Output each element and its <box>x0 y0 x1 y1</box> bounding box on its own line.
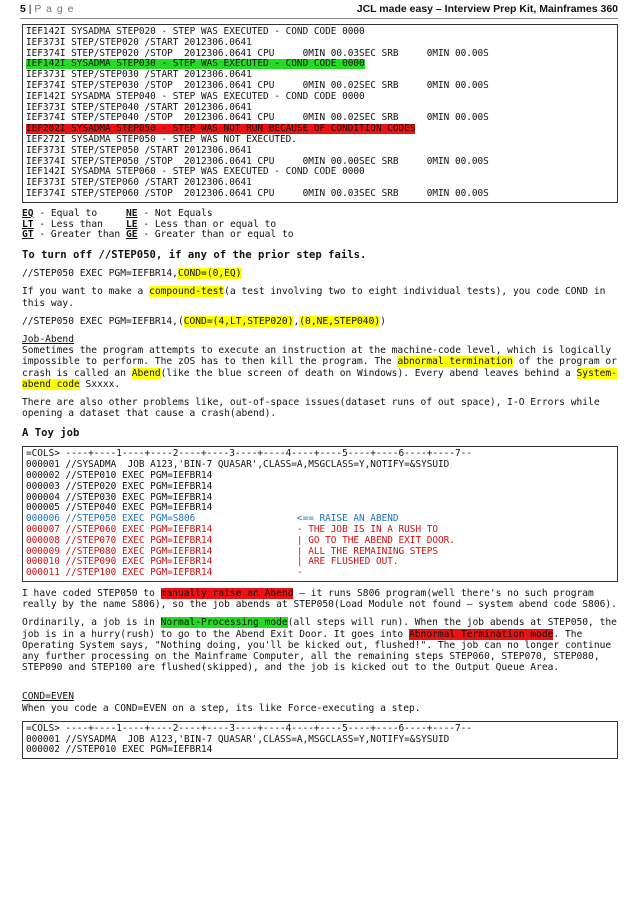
log-box <box>22 24 618 203</box>
document-title: JCL made easy – Interview Prep Kit, Mainframes 360 <box>356 3 618 15</box>
page-separator: | <box>25 3 35 15</box>
turn-off-heading: To turn off //STEP050, if any of the prior step fails. <box>22 249 367 262</box>
code-compound: //STEP050 EXEC PGM=IEFBR14,(COND=(4,LT,STEP020),(0,NE,STEP040)) <box>22 315 386 327</box>
code-line: =COLS> ----+----1----+----2----+----3----+----4----+----5----+----6----+----7-- <box>26 723 472 734</box>
cond-even-code-box <box>22 721 618 759</box>
operators-list <box>22 209 618 241</box>
coded-paragraph: I have coded STEP050 to manually raise an Abend – it runs S806 program(well there's no such program really by the name S806), so the job abends at STEP050(Load Module not found – system abend code S806). <box>22 587 617 611</box>
log-line: IEF374I STEP/STEP060 /STOP 2012306.0641 CPU 0MIN 00.03SEC SRB 0MIN 00.00S <box>26 188 489 199</box>
code-line: 000002 //STEP010 EXEC PGM=IEFBR14 <box>26 470 213 481</box>
log-line-highlighted: IEF142I SYSADMA STEP030 - STEP WAS EXECUTED - COND CODE 0000 <box>26 59 365 70</box>
log-line: IEF373I STEP/STEP060 /START 2012306.0641 <box>26 178 252 189</box>
cond-even-title: COND=EVEN <box>22 691 74 703</box>
toy-job-heading: A Toy job <box>22 427 80 440</box>
operator-row: GT - Greater than GE - Greater than or equal to <box>22 229 294 241</box>
code-line: 000004 //STEP030 EXEC PGM=IEFBR14 <box>26 492 213 503</box>
code-line: =COLS> ----+----1----+----2----+----3----+----4----+----5----+----6----+----7-- <box>26 449 472 460</box>
log-line: IEF272I SYSADMA STEP050 - STEP WAS NOT EXECUTED. <box>26 134 297 145</box>
code-line-flushed: 000010 //STEP090 EXEC PGM=IEFBR14 | ARE FLUSHED OUT. <box>26 557 399 568</box>
code-cond-eq: //STEP050 EXEC PGM=IEFBR14,COND=(0,EQ) <box>22 268 242 280</box>
processing-mode-paragraph: Ordinarily, a job is in Normal-Processing mode(all steps will run). When the job abends at STEP050, the job is in a hurry(rush) to go to the Abend Exit Door. It goes into Abnormal Termination mode. The Operating System says, "Nothing doing, you'll be kicked out, flushed!". The job can no longer continue any further processing on the Mainframe Computer, all the remaining steps STEP060, STEP070, STEP080, STEP090 and STEP100 are flushed(skipped), and the job is kicked out to the Output Queue Area. <box>22 617 617 674</box>
job-abend-paragraph: Sometimes the program attempts to execute an instruction at the machine-code level, which is logically impossible to perform. The zOS has to then kill the program. The abnormal termination of the program or crash is called an Abend(like the blue screen of death on Windows). Every abend leaves behind a System-abend code Sxxxx. <box>22 345 617 390</box>
page-body <box>22 24 618 765</box>
job-abend-title: Job-Abend <box>22 333 74 345</box>
code-line: 000001 //SYSADMA JOB A123,'BIN-7 QUASAR',CLASS=A,MSGCLASS=Y,NOTIFY=&SYSUID <box>26 734 450 745</box>
page-num: 5 <box>20 3 26 15</box>
code-line-flushed: 000007 //STEP060 EXEC PGM=IEFBR14 - THE JOB IS IN A RUSH TO <box>26 524 439 535</box>
log-line: IEF374I STEP/STEP020 /STOP 2012306.0641 CPU 0MIN 00.03SEC SRB 0MIN 00.00S <box>26 48 489 59</box>
code-line: 000001 //SYSADMA JOB A123,'BIN-7 QUASAR',CLASS=A,MSGCLASS=Y,NOTIFY=&SYSUID <box>26 460 450 471</box>
code-line-flushed: 000009 //STEP080 EXEC PGM=IEFBR14 | ALL THE REMAINING STEPS <box>26 546 439 557</box>
log-line: IEF373I STEP/STEP020 /START 2012306.0641 <box>26 37 252 48</box>
log-line: IEF373I STEP/STEP040 /START 2012306.0641 <box>26 102 252 113</box>
log-line: IEF374I STEP/STEP030 /STOP 2012306.0641 CPU 0MIN 00.02SEC SRB 0MIN 00.00S <box>26 80 489 91</box>
code-line: 000002 //STEP010 EXEC PGM=IEFBR14 <box>26 745 213 756</box>
log-line: IEF373I STEP/STEP050 /START 2012306.0641 <box>26 145 252 156</box>
page-word: P a g e <box>34 3 75 15</box>
code-line-flushed: 000011 //STEP100 EXEC PGM=IEFBR14 - <box>26 568 303 579</box>
toy-job-code-box <box>22 446 618 582</box>
log-line: IEF374I STEP/STEP040 /STOP 2012306.0641 CPU 0MIN 00.02SEC SRB 0MIN 00.00S <box>26 113 489 124</box>
log-line-highlighted: IEF202I SYSADMA STEP050 - STEP WAS NOT RUN BECAUSE OF CONDITION CODES <box>26 124 416 135</box>
cond-even-text: When you code a COND=EVEN on a step, its like Force-executing a step. <box>22 702 421 714</box>
log-line: IEF373I STEP/STEP030 /START 2012306.0641 <box>26 70 252 81</box>
operator-row: LT - Less than LE - Less than or equal to <box>22 218 277 230</box>
log-line: IEF142I SYSADMA STEP060 - STEP WAS EXECUTED - COND CODE 0000 <box>26 167 365 178</box>
other-problems-paragraph: There are also other problems like, out-of-space issues(dataset runs of out space), I-O Errors while opening a dataset that cause a crash(abend). <box>22 396 600 420</box>
compound-test-paragraph: If you want to make a compound-test(a test involving two to eight individual tests), you code COND in this way. <box>22 286 606 309</box>
page-number <box>20 3 75 15</box>
page-header <box>20 2 618 19</box>
operator-row: EQ - Equal to NE - Not Equals <box>22 207 213 219</box>
code-line-flushed: 000008 //STEP070 EXEC PGM=IEFBR14 | GO TO THE ABEND EXIT DOOR. <box>26 535 455 546</box>
code-line-abend: 000006 //STEP050 EXEC PGM=S806 <== RAISE AN ABEND <box>26 514 399 525</box>
code-line: 000005 //STEP040 EXEC PGM=IEFBR14 <box>26 503 213 514</box>
log-line: IEF374I STEP/STEP050 /STOP 2012306.0641 CPU 0MIN 00.00SEC SRB 0MIN 00.00S <box>26 156 489 167</box>
log-line: IEF142I SYSADMA STEP020 - STEP WAS EXECUTED - COND CODE 0000 <box>26 27 365 37</box>
log-line: IEF142I SYSADMA STEP040 - STEP WAS EXECUTED - COND CODE 0000 <box>26 91 365 102</box>
code-line: 000003 //STEP020 EXEC PGM=IEFBR14 <box>26 481 213 492</box>
